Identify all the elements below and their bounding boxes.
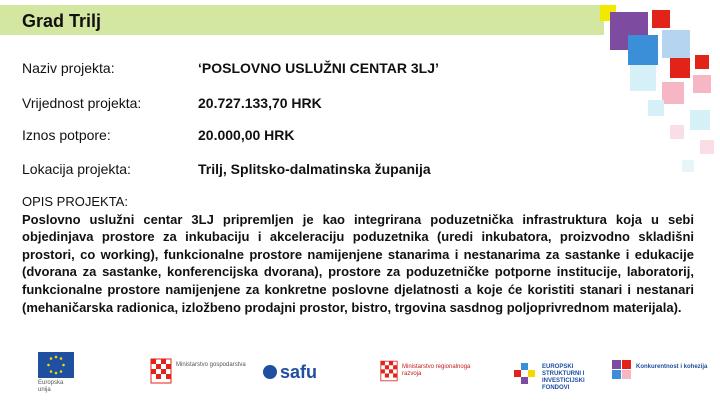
decorative-squares (600, 0, 720, 190)
page-title: Grad Trilj (22, 11, 102, 31)
safu-text: safu (280, 362, 318, 382)
field-label: Naziv projekta: (22, 60, 115, 76)
esi-text: EUROPSKI STRUKTURNI I INVESTICIJSKI FONDOVI (542, 364, 585, 391)
ministarstvo-regionalnog-text: Ministarstvo regionalnoga razvoja (402, 364, 471, 377)
eu-flag-icon (38, 352, 74, 378)
eu-flag-logo (38, 352, 74, 398)
field-label: Vrijednost projekta: (22, 95, 142, 111)
field-label: Lokacija projekta: (22, 161, 131, 177)
program-icon (612, 360, 632, 386)
esi-fondovi-logo (512, 352, 602, 398)
ministarstvo-text: Ministarstvo gospodarstva (176, 362, 246, 368)
eu-flag-text: Europska unija (38, 380, 64, 393)
field-value: 20.000,00 HRK (198, 127, 295, 143)
field-value: 20.727.133,70 HRK (198, 95, 322, 111)
ministarstvo-regionalnog-logo (380, 352, 490, 398)
program-text: Konkurentnost i kohezija (636, 364, 708, 370)
coat-of-arms-icon (150, 358, 172, 384)
ministarstvo-gospodarstva-logo (150, 352, 250, 398)
project-description (22, 193, 694, 316)
description-heading: OPIS PROJEKTA: (22, 194, 128, 209)
safu-logo (262, 352, 352, 398)
field-label: Iznos potpore: (22, 127, 111, 143)
field-value: Trilj, Splitsko-dalmatinska županija (198, 161, 431, 177)
coat-of-arms-icon (380, 360, 398, 382)
description-text: Poslovno uslužni centar 3LJ pripremljen je kao integrirana poduzetnička infrastruktura koja u sebi objedinjava prostore za inkubaciju i akceleraciju poduzetnika (uredi inkubatora, proizvodno skladišni prostori, co working), funkcionalne prostore namijenjene stanarima i nestanarima za sastanke i edukacije (dvorana za sastanke, konferencijska dvorana), prostore za poduzetničke potporne institucije, laboratorij, funkcionalne prostore namijenjene za konkretne poslovne djelatnosti a koje će koristiti stanari i nestanari (mehaničarska radionica, izložbeno prodajni prostor, bistro, trgovina sasdnog poljoprivrednom materijala). (22, 211, 694, 315)
logo-strip (0, 352, 720, 402)
esi-icon (512, 360, 538, 386)
operativni-program-logo (612, 352, 712, 398)
safu-icon (262, 364, 278, 380)
field-value: ‘POSLOVNO USLUŽNI CENTAR 3LJ’ (198, 60, 439, 76)
